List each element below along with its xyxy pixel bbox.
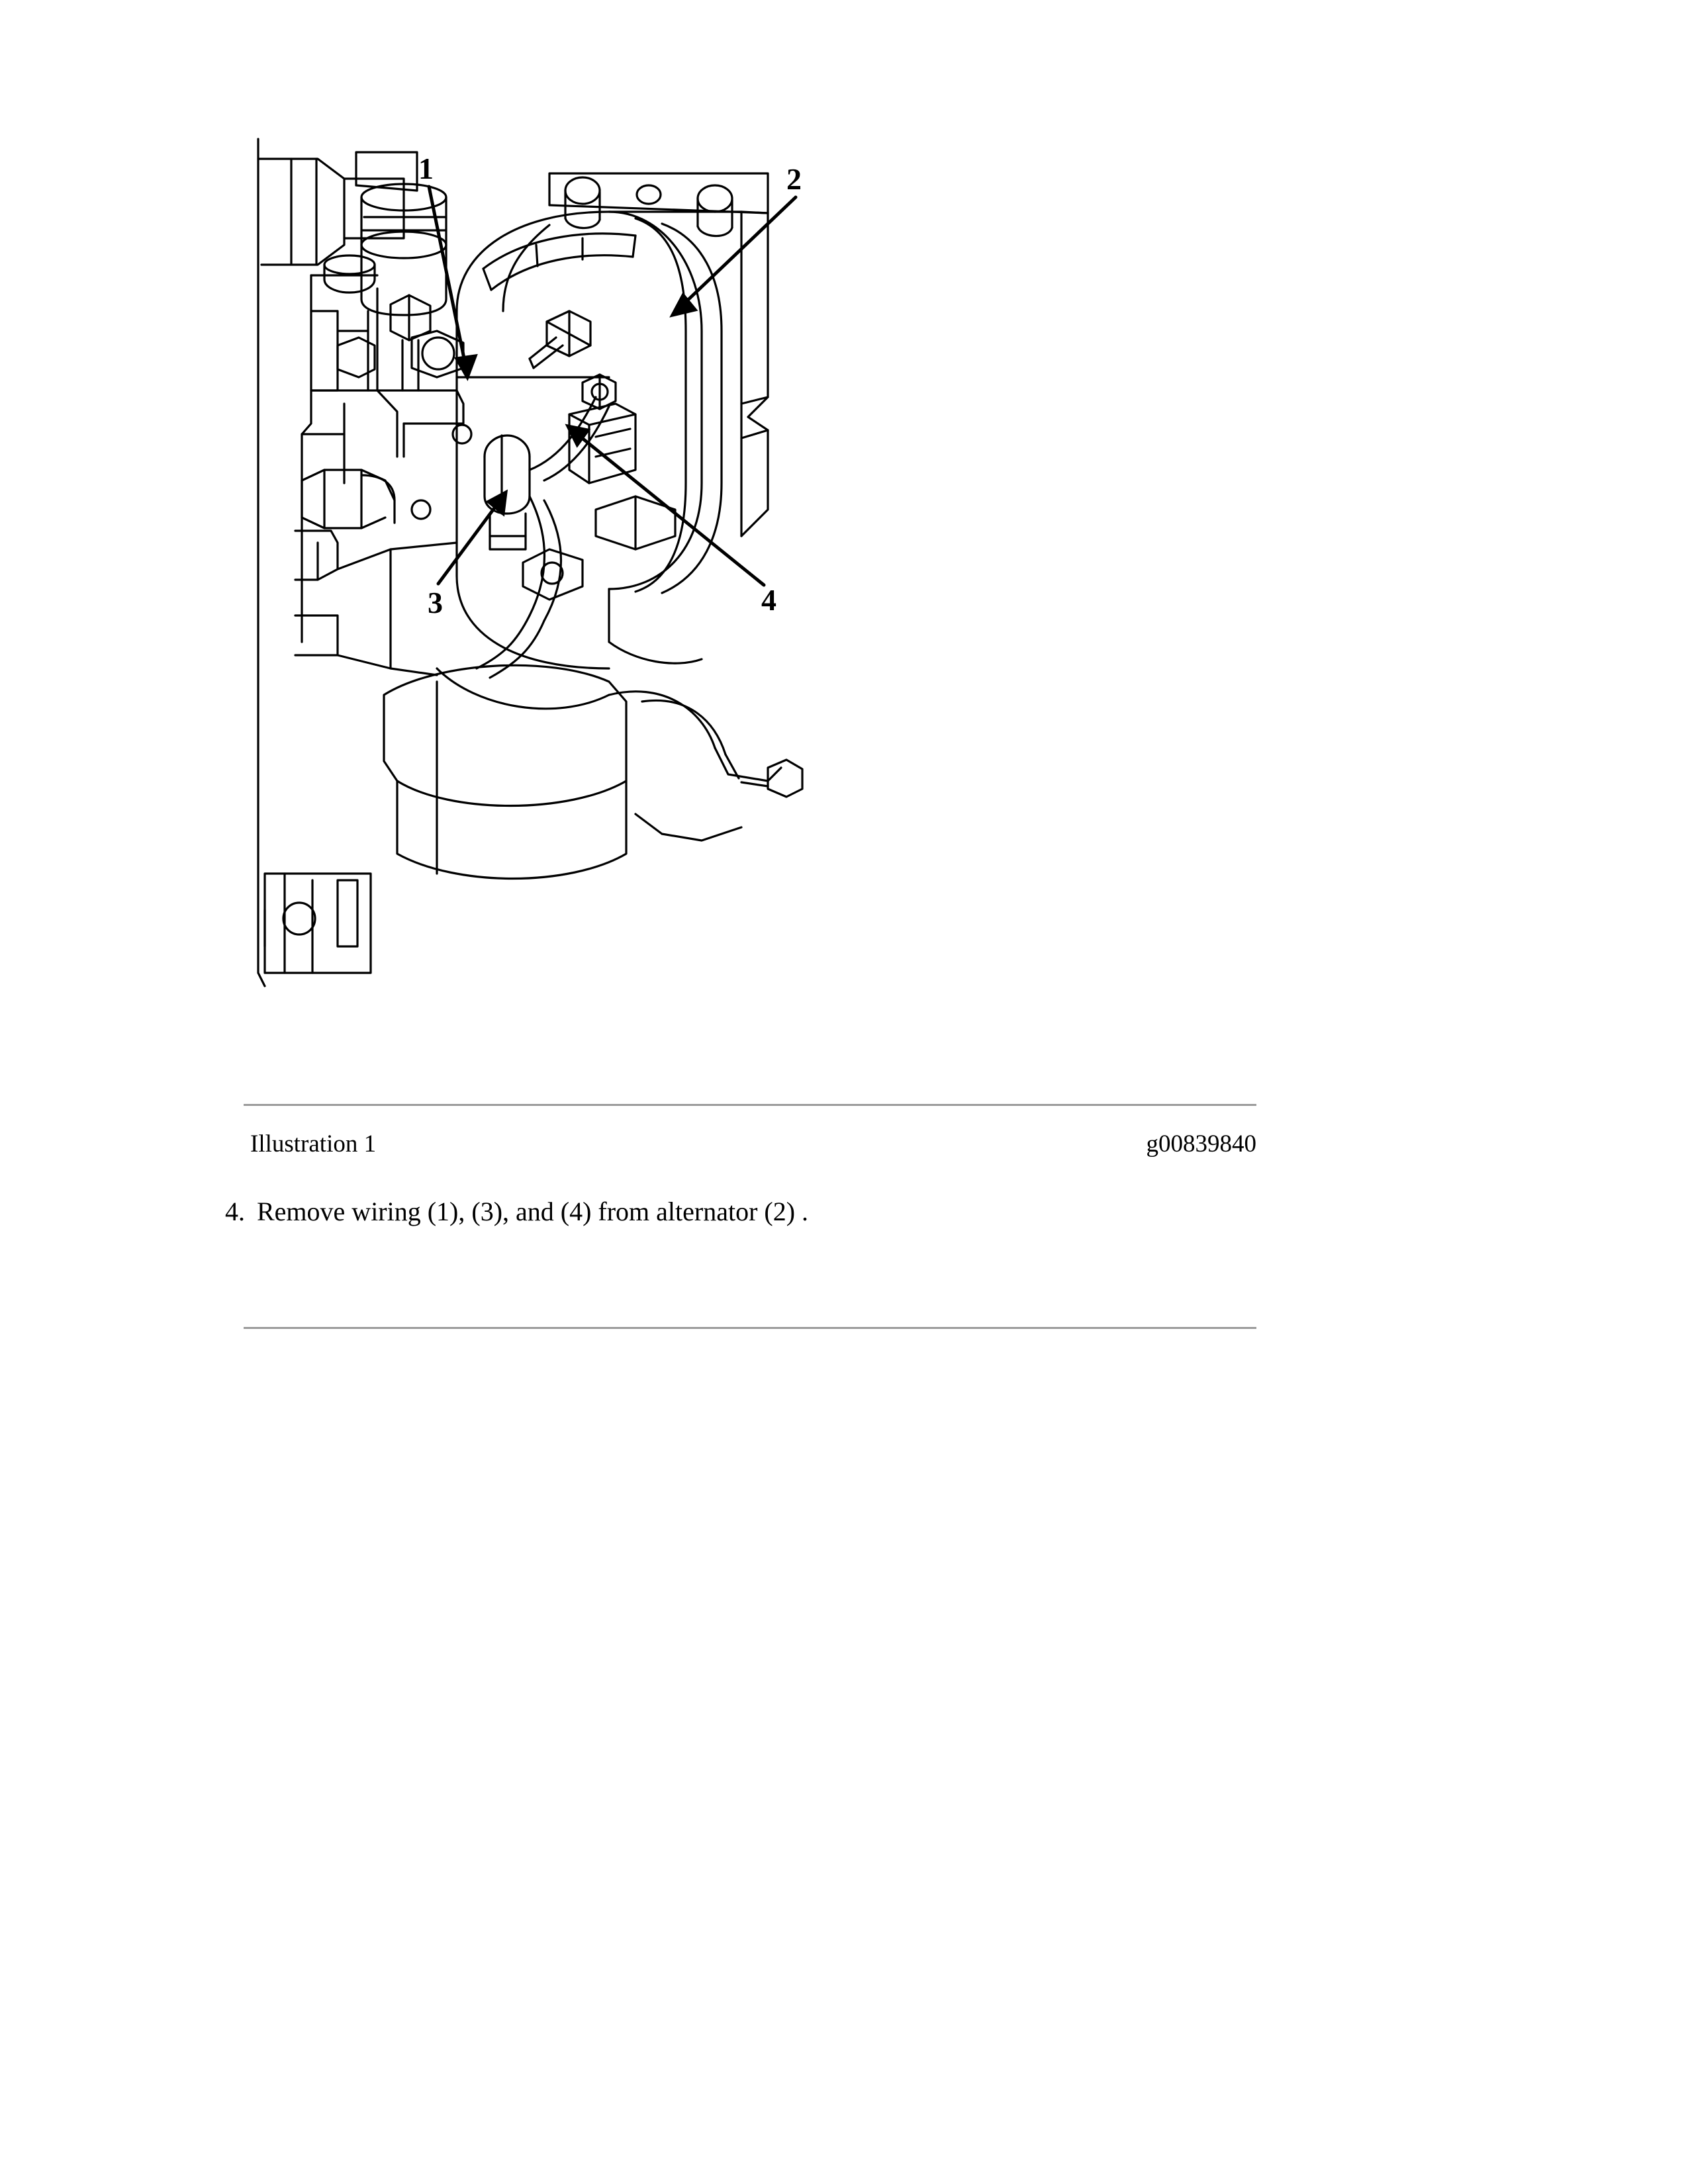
illustration-graphic-id: g00839840 [1146, 1130, 1256, 1158]
step-text: Remove wiring (1), (3), and (4) from alternator (2) . [257, 1197, 809, 1226]
callout-label-1: 1 [418, 152, 434, 185]
divider-above-caption [244, 1104, 1256, 1106]
alternator-line-drawing [238, 113, 1258, 1079]
callout-label-3: 3 [428, 586, 443, 619]
callout-label-4: 4 [761, 583, 776, 617]
illustration-figure [238, 113, 1258, 1079]
illustration-caption-label: Illustration 1 [250, 1130, 377, 1158]
callout-label-2: 2 [786, 162, 802, 196]
divider-below-step [244, 1327, 1256, 1329]
step-number: 4. [225, 1197, 245, 1226]
illustration-caption [244, 1128, 1256, 1160]
